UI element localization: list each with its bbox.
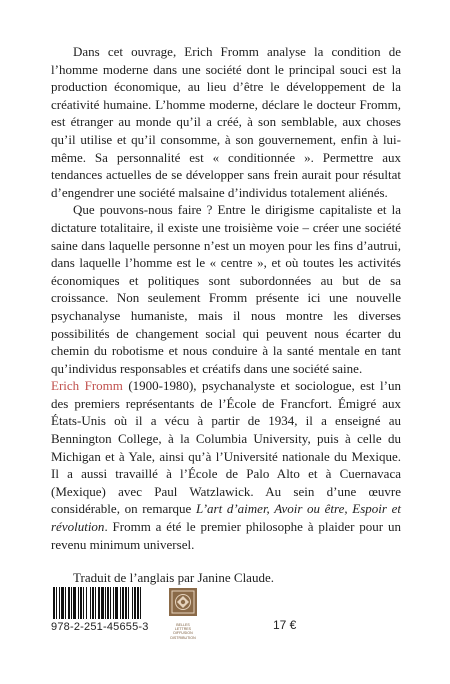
author-bio (51, 377, 401, 553)
back-cover-text (51, 43, 401, 600)
translator-credit: Traduit de l’anglais par Janine Claude. (73, 570, 274, 586)
price: 17 € (273, 618, 297, 632)
author-name: Erich Fromm (51, 378, 123, 394)
isbn-number: 978-2-251-45655-3 (51, 621, 149, 633)
book-titles: L’art d’aimer, Avoir ou être, Espoir et révolution (51, 501, 401, 535)
barcode (51, 587, 163, 619)
author-bio-text-2: . Fromm a été le premier philosophe à plaider pour un revenu minimum universel. (51, 519, 401, 552)
publisher-seal-icon (168, 587, 198, 617)
author-bio-text-1: (1900-1980), psychanalyste et sociologue, est l’un des premiers représentants de l’École de Francfort. Émigré aux États-Unis où il a vécu à partir de 1934, il a enseigné au Bennington College, à la Columbia University, puis à celle du Michigan et à Yale, ainsi qu’à l’Université nationale du Mexique. Il a aussi travaillé à l’École de Palo Alto et à Cuernavaca (Mexique) avec Paul Watzlawick. Au sein d’une œuvre considérable, on remarque (51, 378, 401, 517)
publisher-logo-text: BELLES LETTRES DIFFUSION DISTRIBUTION (170, 623, 196, 640)
publisher-logo (168, 587, 198, 640)
barcode-block (51, 587, 163, 633)
back-cover-footer (51, 587, 401, 640)
summary-paragraph-1: Dans cet ouvrage, Erich Fromm analyse la condition de l’homme moderne dans une société dont le principal souci est la production économique, au lieu d’être le développement de la créativité humaine. L’homme moderne, déclare le docteur Fromm, est étranger au monde qu’il a créé, à son semblable, aux choses qu’il utilise et qu’il consomme, à son gouvernement, enfin à lui-même. Sa personnalité est « conditionnée ». Permettre aux tendances actuelles de se développer sans frein aurait pour résultat d’engendrer une société malsaine d’individus totalement aliénés. (51, 44, 401, 200)
barcode-graphic (51, 587, 163, 619)
summary-paragraph-2: Que pouvons-nous faire ? Entre le dirigisme capitaliste et la dictature totalitaire, il existe une troisième voie – créer une société saine dans laquelle personne n’est un moyen pour les fins d’autrui, dans laquelle l’homme est le « centre », et où toutes les activités économiques et politiques sont subordonnées au but de sa croissance. Non seulement Fromm présente ici une nouvelle psychanalyse humaniste, mais il nous montre les diverses possibilités de changement social qui peuvent nous écarter du chemin du robotisme et nous conduire à la santé mentale en tant qu’individus responsables et créatifs dans une société saine. (51, 202, 401, 376)
